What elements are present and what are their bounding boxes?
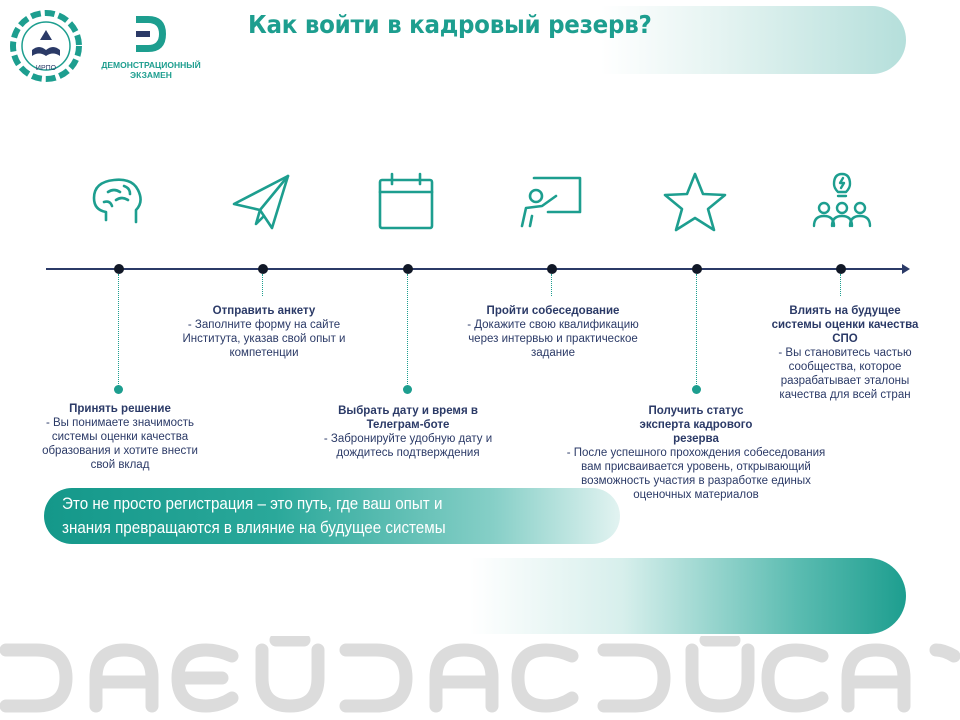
timeline-arrow-icon xyxy=(902,264,910,274)
brain-icon xyxy=(86,170,150,234)
step-description: - Вы понимаете значимость системы оценки качества образования и хотите внести свой вклад xyxy=(42,417,198,471)
page-title: Как войти в кадровый резерв? xyxy=(248,10,652,39)
step-description: - После успешного прохождения собеседования вам присваивается уровень, открывающий возможность участия в разработке единых оценочных материалов xyxy=(566,447,826,501)
decorative-gradient-band xyxy=(470,558,906,634)
ripo-logo-icon xyxy=(8,8,84,84)
step-3 xyxy=(318,404,498,460)
step-title: Выбрать дату и время в Телеграм-боте xyxy=(338,405,478,431)
step-description: - Заполните форму на сайте Института, указав свой опыт и компетенции xyxy=(182,319,346,359)
step-1 xyxy=(40,402,200,472)
timeline-node xyxy=(403,264,413,274)
paper-plane-icon xyxy=(230,170,294,234)
timeline-line xyxy=(46,268,904,270)
timeline-node xyxy=(258,264,268,274)
timeline-node xyxy=(547,264,557,274)
step-title: Отправить анкету xyxy=(212,305,316,317)
timeline-connector xyxy=(407,274,408,386)
timeline-connector-dot xyxy=(692,385,701,394)
banner-text: Это не просто регистрация – это путь, где ваш опыт и знания превращаются в влияние на будущее системы оценки xyxy=(62,495,446,561)
demo-exam-line2: ЭКЗАМЕН xyxy=(130,70,172,80)
presentation-board-icon xyxy=(518,170,582,234)
step-title: Принять решение xyxy=(69,403,171,415)
team-idea-icon xyxy=(808,170,872,234)
timeline-connector-dot xyxy=(403,385,412,394)
step-6 xyxy=(770,304,920,402)
timeline-connector xyxy=(840,274,841,296)
demo-exam-line1: ДЕМОНСТРАЦИОННЫЙ xyxy=(101,60,201,70)
timeline-connector xyxy=(262,274,263,296)
step-5 xyxy=(558,404,834,502)
step-description: - Вы становитесь частью сообщества, которое разрабатывает эталоны качества для всей стран xyxy=(778,347,912,401)
ripo-logo-label: ИРПО xyxy=(35,65,57,72)
timeline-connector-dot xyxy=(114,385,123,394)
step-title: Получить статус эксперта кадрового резерва xyxy=(639,405,753,445)
timeline-connector xyxy=(118,274,119,386)
step-description: - Докажите свою квалификацию через интервью и практическое задание xyxy=(467,319,639,359)
step-title: Пройти собеседование xyxy=(486,305,620,317)
step-2 xyxy=(176,304,352,360)
timeline-node xyxy=(836,264,846,274)
step-title: Влиять на будущее системы оценки качества СПО xyxy=(771,305,919,345)
step-4 xyxy=(458,304,648,360)
timeline-node xyxy=(114,264,124,274)
demo-exam-logo-text xyxy=(96,60,206,80)
demo-exam-logo-icon xyxy=(130,12,170,56)
star-icon xyxy=(663,170,727,234)
timeline-node xyxy=(692,264,702,274)
timeline-connector xyxy=(551,274,552,296)
timeline-connector xyxy=(696,274,697,386)
calendar-icon xyxy=(374,170,438,234)
demo-exam-pattern-watermark xyxy=(0,636,960,720)
step-description: - Забронируйте удобную дату и дождитесь подтверждения xyxy=(323,433,493,459)
